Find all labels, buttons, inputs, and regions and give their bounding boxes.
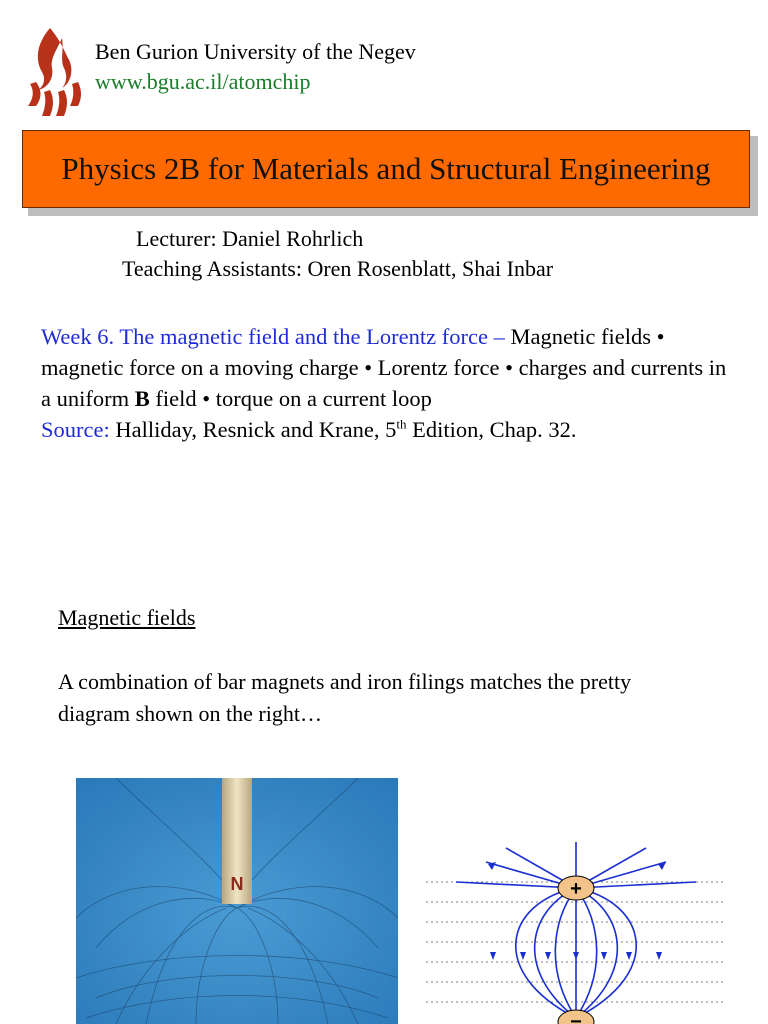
b-field-symbol: B [134,386,150,411]
edition-superscript: th [396,416,407,432]
source-text: Halliday, Resnick and Krane, 5 [109,417,397,442]
week-topics: Magnetic fields • magnetic force on a moving charge • Lorentz force • charges and currents in a uniform [41,324,727,411]
week-summary [41,321,741,445]
title-banner [22,130,750,208]
teaching-assistants-line: Teaching Assistants: Oren Rosenblatt, Shai Inbar [122,256,554,281]
course-title: Physics 2B for Materials and Structural Engineering [61,151,711,186]
week-heading: Week 6. The magnetic field and the Lorentz force – [41,324,505,349]
negative-charge-label: − [570,1011,582,1024]
section-heading: Magnetic fields [58,605,196,630]
section-body: A combination of bar magnets and iron filings matches the pretty diagram shown on the right… [58,669,632,726]
lecturer-line: Lecturer: Daniel Rohrlich [136,226,364,251]
source-text-end: Edition, Chap. 32. [406,417,577,442]
bgu-flame-logo-icon [20,24,84,120]
source-label: Source: [41,417,110,442]
positive-charge-label: + [570,878,582,900]
field-lines-diagram [426,842,726,1024]
week-topics-end: field • torque on a current loop [149,386,432,411]
north-pole-label: N [230,874,244,894]
bar-magnet-photo [76,778,398,1024]
university-name: Ben Gurion University of the Negev [95,39,416,64]
website-link[interactable]: www.bgu.ac.il/atomchip [95,69,311,94]
